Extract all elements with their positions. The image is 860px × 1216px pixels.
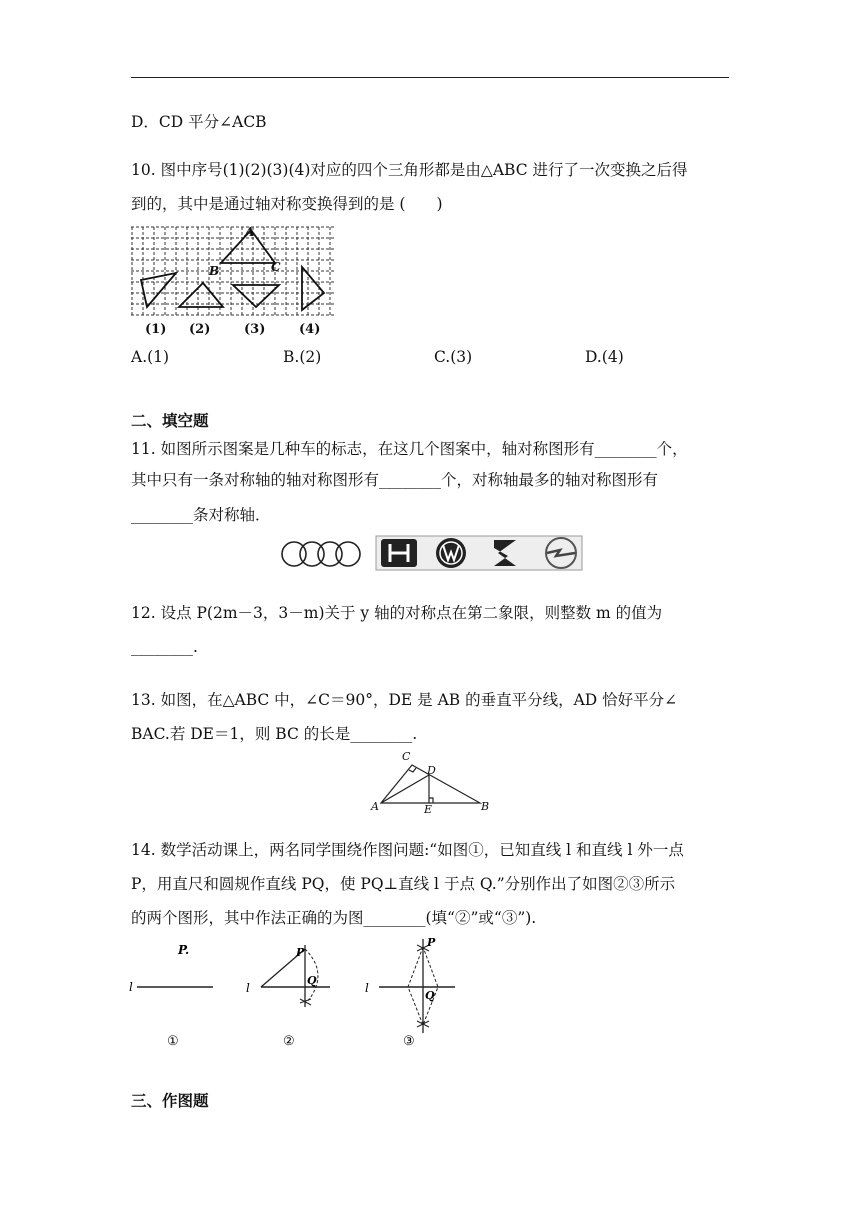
svg-text:Q: Q <box>307 974 317 987</box>
figure-2 <box>246 945 330 1049</box>
triangle-2 <box>179 283 223 307</box>
triangle-1 <box>141 273 176 307</box>
q9-option-d: D．CD 平分∠ACB <box>131 113 267 131</box>
q10-option-c: C.(3) <box>434 348 473 366</box>
svg-text:①: ① <box>167 1034 179 1049</box>
q10-option-a: A.(1) <box>131 348 170 366</box>
section-drawing-title: 三、作图题 <box>131 1092 209 1110</box>
figure-3 <box>365 936 455 1049</box>
label-b: B <box>209 264 220 278</box>
label-n3: (3) <box>244 322 266 337</box>
label-a: A <box>245 225 255 239</box>
svg-text:P: P <box>427 936 436 949</box>
label-n4: (4) <box>299 322 321 337</box>
label-e: E <box>424 803 433 813</box>
label-c: C <box>271 260 281 274</box>
label-d: D <box>427 764 436 777</box>
svg-text:③: ③ <box>403 1034 415 1049</box>
volkswagen-logo <box>436 538 466 568</box>
q10-stem-line1: 10. 图中序号(1)(2)(3)(4)对应的四个三角形都是由△ABC 进行了一次变换之后得 <box>131 161 688 179</box>
q10-stem-line2: 到的，其中是通过轴对称变换得到的是 ( ) <box>131 195 443 213</box>
honda-logo <box>381 539 417 567</box>
audi-logo <box>282 542 360 566</box>
q14-construction-figures <box>125 935 470 1055</box>
label-a: A <box>371 800 379 813</box>
q13-triangle-figure <box>368 748 493 813</box>
svg-text:l: l <box>246 981 250 995</box>
label-n1: (1) <box>145 322 167 337</box>
q10-option-b: B.(2) <box>283 348 322 366</box>
q12-stem-line1: 12. 设点 P(2m－3，3－m)关于 y 轴的对称点在第二象限，则整数 m 的值为 <box>131 604 663 622</box>
svg-text:Q: Q <box>425 989 435 1002</box>
section-fill-in-title: 二、填空题 <box>131 412 209 430</box>
q11-stem-line1: 11. 如图所示图案是几种车的标志，在这几个图案中，轴对称图形有________个， <box>131 440 688 458</box>
svg-text:P.: P. <box>178 943 190 957</box>
q14-stem-line1: 14. 数学活动课上，两名同学围绕作图问题:“如图①，已知直线 l 和直线 l 外一点 <box>131 841 684 859</box>
q13-stem-line2: BAC.若 DE＝1，则 BC 的长是________. <box>131 725 418 743</box>
figure-1 <box>129 943 213 1049</box>
car-logos-figure <box>276 534 586 572</box>
svg-text:l: l <box>365 981 369 995</box>
svg-text:P: P <box>296 946 305 959</box>
q10-option-d: D.(4) <box>585 348 624 366</box>
q13-stem-line1: 13. 如图，在△ABC 中，∠C＝90°，DE 是 AB 的垂直平分线，AD 恰好平分∠ <box>131 691 678 709</box>
q11-stem-line2: 其中只有一条对称轴的轴对称图形有________个，对称轴最多的轴对称图形有 <box>131 471 659 489</box>
label-b: B <box>481 800 490 813</box>
svg-text:l: l <box>129 980 133 994</box>
label-n2: (2) <box>189 322 211 337</box>
label-c: C <box>402 750 411 763</box>
q14-stem-line2: P，用直尺和圆规作直线 PQ，使 PQ⊥直线 l 于点 Q.”分别作出了如图②③所示 <box>131 875 676 893</box>
q10-grid-figure <box>131 225 337 340</box>
svg-text:②: ② <box>283 1034 295 1049</box>
q14-stem-line3: 的两个图形，其中作法正确的为图________(填“②”或“③”). <box>131 909 537 927</box>
q12-stem-line2: ________. <box>131 638 198 656</box>
q11-stem-line3: ________条对称轴． <box>131 506 271 524</box>
header-rule <box>131 77 729 78</box>
